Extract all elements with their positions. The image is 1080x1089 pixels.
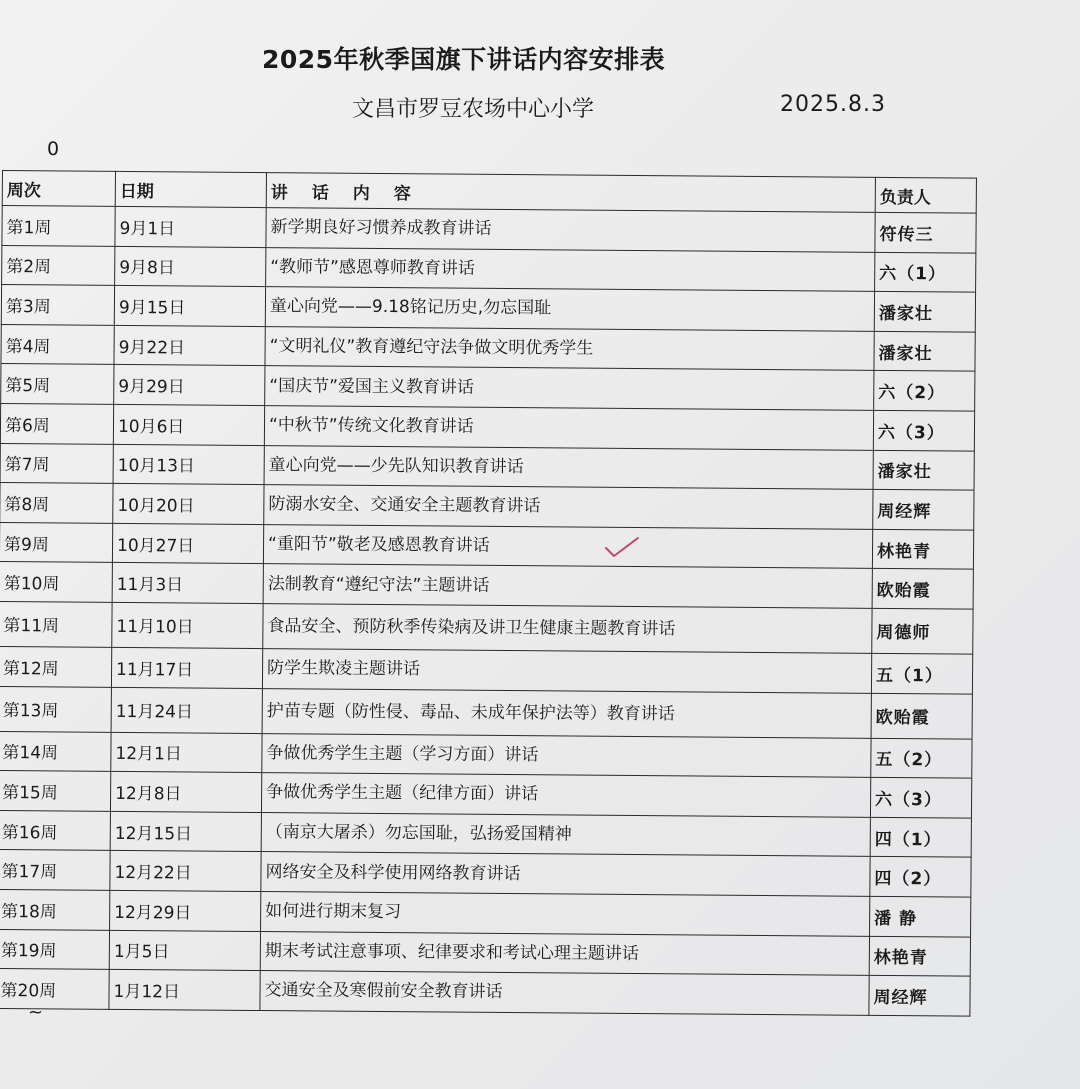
cell-week: 第9周: [0, 522, 113, 562]
cell-week: 第12周: [0, 646, 112, 686]
schedule-body: [0, 206, 976, 1016]
cell-week: 第15周: [0, 771, 111, 811]
cell-content: 新学期良好习惯养成教育讲话: [266, 208, 875, 252]
cell-date: 10月27日: [112, 523, 263, 564]
cell-week: 第18周: [0, 889, 110, 929]
cell-owner: 符传三: [875, 212, 976, 252]
cell-date: 12月22日: [110, 851, 261, 892]
cell-week: 第3周: [1, 285, 114, 325]
header-date: 日期: [115, 171, 266, 207]
cell-week: 第7周: [0, 443, 113, 483]
cell-owner: 五（2）: [871, 738, 972, 778]
cell-content: 护苗专题（防性侵、毒品、未成年保护法等）教育讲话: [262, 688, 871, 738]
cell-week: 第13周: [0, 686, 111, 732]
cell-week: 第11周: [0, 601, 112, 647]
cell-date: 11月24日: [111, 687, 262, 733]
cell-content: （南京大屠杀）勿忘国耻，弘扬爱国精神: [261, 812, 870, 856]
cell-date: 11月17日: [111, 647, 262, 688]
cell-content: 如何进行期末复习: [261, 891, 870, 935]
cell-owner: 林艳青: [872, 529, 973, 569]
cell-date: 1月5日: [109, 930, 260, 971]
cell-content: “国庆节”爱国主义教育讲话: [265, 366, 874, 410]
cell-date: 9月8日: [115, 246, 266, 287]
cell-date: 12月8日: [110, 771, 261, 812]
cell-week: 第1周: [2, 206, 115, 246]
handwritten-mark: 0: [47, 138, 60, 160]
cell-week: 第6周: [0, 403, 113, 443]
handwritten-squiggle: ~: [28, 1002, 44, 1023]
cell-content: 网络安全及科学使用网络教育讲话: [261, 852, 870, 896]
header-week: 周次: [2, 171, 115, 207]
cell-content: 法制教育“遵纪守法”主题讲话: [263, 564, 872, 608]
cell-owner: 潘 静: [870, 896, 971, 936]
cell-content: 争做优秀学生主题（学习方面）讲话: [262, 733, 871, 777]
cell-content: 期末考试注意事项、纪律要求和考试心理主题讲话: [260, 931, 869, 975]
cell-owner: 潘家壮: [873, 450, 974, 490]
cell-owner: 六（3）: [870, 777, 971, 817]
cell-owner: 欧贻霞: [872, 569, 973, 609]
school-name: 文昌市罗豆农场中心小学: [352, 97, 595, 122]
cell-owner: 周经辉: [869, 975, 970, 1015]
cell-date: 10月13日: [113, 444, 264, 485]
cell-week: 第17周: [0, 850, 110, 890]
cell-owner: 周经辉: [873, 490, 974, 530]
cell-date: 9月29日: [114, 365, 265, 406]
cell-owner: 六（1）: [875, 252, 976, 292]
cell-week: 第2周: [2, 245, 115, 285]
checkmark-icon: [604, 536, 640, 560]
cell-week: 第5周: [1, 364, 114, 404]
cell-content: 童心向党——少先队知识教育讲话: [264, 445, 873, 489]
cell-owner: 六（2）: [874, 371, 975, 411]
cell-owner: 欧贻霞: [871, 693, 972, 739]
cell-date: 1月12日: [109, 969, 260, 1010]
cell-owner: 六（3）: [873, 410, 974, 450]
cell-date: 10月6日: [113, 404, 264, 445]
cell-content: “教师节”感恩尊师教育讲话: [266, 247, 875, 291]
cell-owner: 潘家壮: [874, 331, 975, 371]
cell-week: 第14周: [0, 731, 111, 771]
table-row: [0, 601, 973, 654]
document-date: 2025.8.3: [780, 92, 886, 117]
cell-content: 争做优秀学生主题（纪律方面）讲话: [261, 773, 870, 817]
cell-owner: 周德师: [872, 608, 973, 654]
header-content: 讲话内容: [266, 173, 875, 213]
cell-week: 第19周: [0, 929, 110, 969]
cell-week: 第4周: [1, 324, 114, 364]
table-row: [0, 969, 970, 1016]
cell-date: 12月29日: [110, 890, 261, 931]
cell-date: 9月1日: [115, 206, 266, 247]
cell-content: “重阳节”敬老及感恩教育讲话: [263, 524, 872, 568]
cell-content: 防溺水安全、交通安全主题教育讲话: [264, 485, 873, 529]
cell-owner: 林艳青: [869, 936, 970, 976]
cell-week: 第16周: [0, 810, 110, 850]
cell-date: 12月1日: [111, 732, 262, 773]
cell-owner: 五（1）: [871, 653, 972, 693]
cell-content: 交通安全及寒假前安全教育讲话: [260, 971, 869, 1015]
table-row: [0, 686, 972, 739]
cell-owner: 四（1）: [870, 817, 971, 857]
cell-content: 童心向党——9.18铭记历史,勿忘国耻: [265, 287, 874, 331]
page-title: 2025年秋季国旗下讲话内容安排表: [262, 45, 666, 74]
cell-owner: 潘家壮: [874, 292, 975, 332]
cell-date: 10月20日: [113, 484, 264, 525]
cell-date: 9月22日: [114, 325, 265, 366]
cell-date: 9月15日: [114, 286, 265, 327]
cell-date: 11月10日: [112, 602, 263, 648]
cell-content: 食品安全、预防秋季传染病及讲卫生健康主题教育讲话: [263, 604, 872, 654]
cell-date: 11月3日: [112, 563, 263, 604]
cell-content: “文明礼仪”教育遵纪守法争做文明优秀学生: [265, 326, 874, 370]
schedule-table: [0, 170, 977, 1016]
cell-content: 防学生欺凌主题讲话: [262, 649, 871, 693]
cell-week: 第10周: [0, 562, 112, 602]
cell-owner: 四（2）: [870, 857, 971, 897]
cell-content: “中秋节”传统文化教育讲话: [264, 406, 873, 450]
header-owner: 负责人: [875, 177, 976, 213]
cell-date: 12月15日: [110, 811, 261, 852]
cell-week: 第20周: [0, 969, 109, 1009]
cell-week: 第8周: [0, 483, 113, 523]
